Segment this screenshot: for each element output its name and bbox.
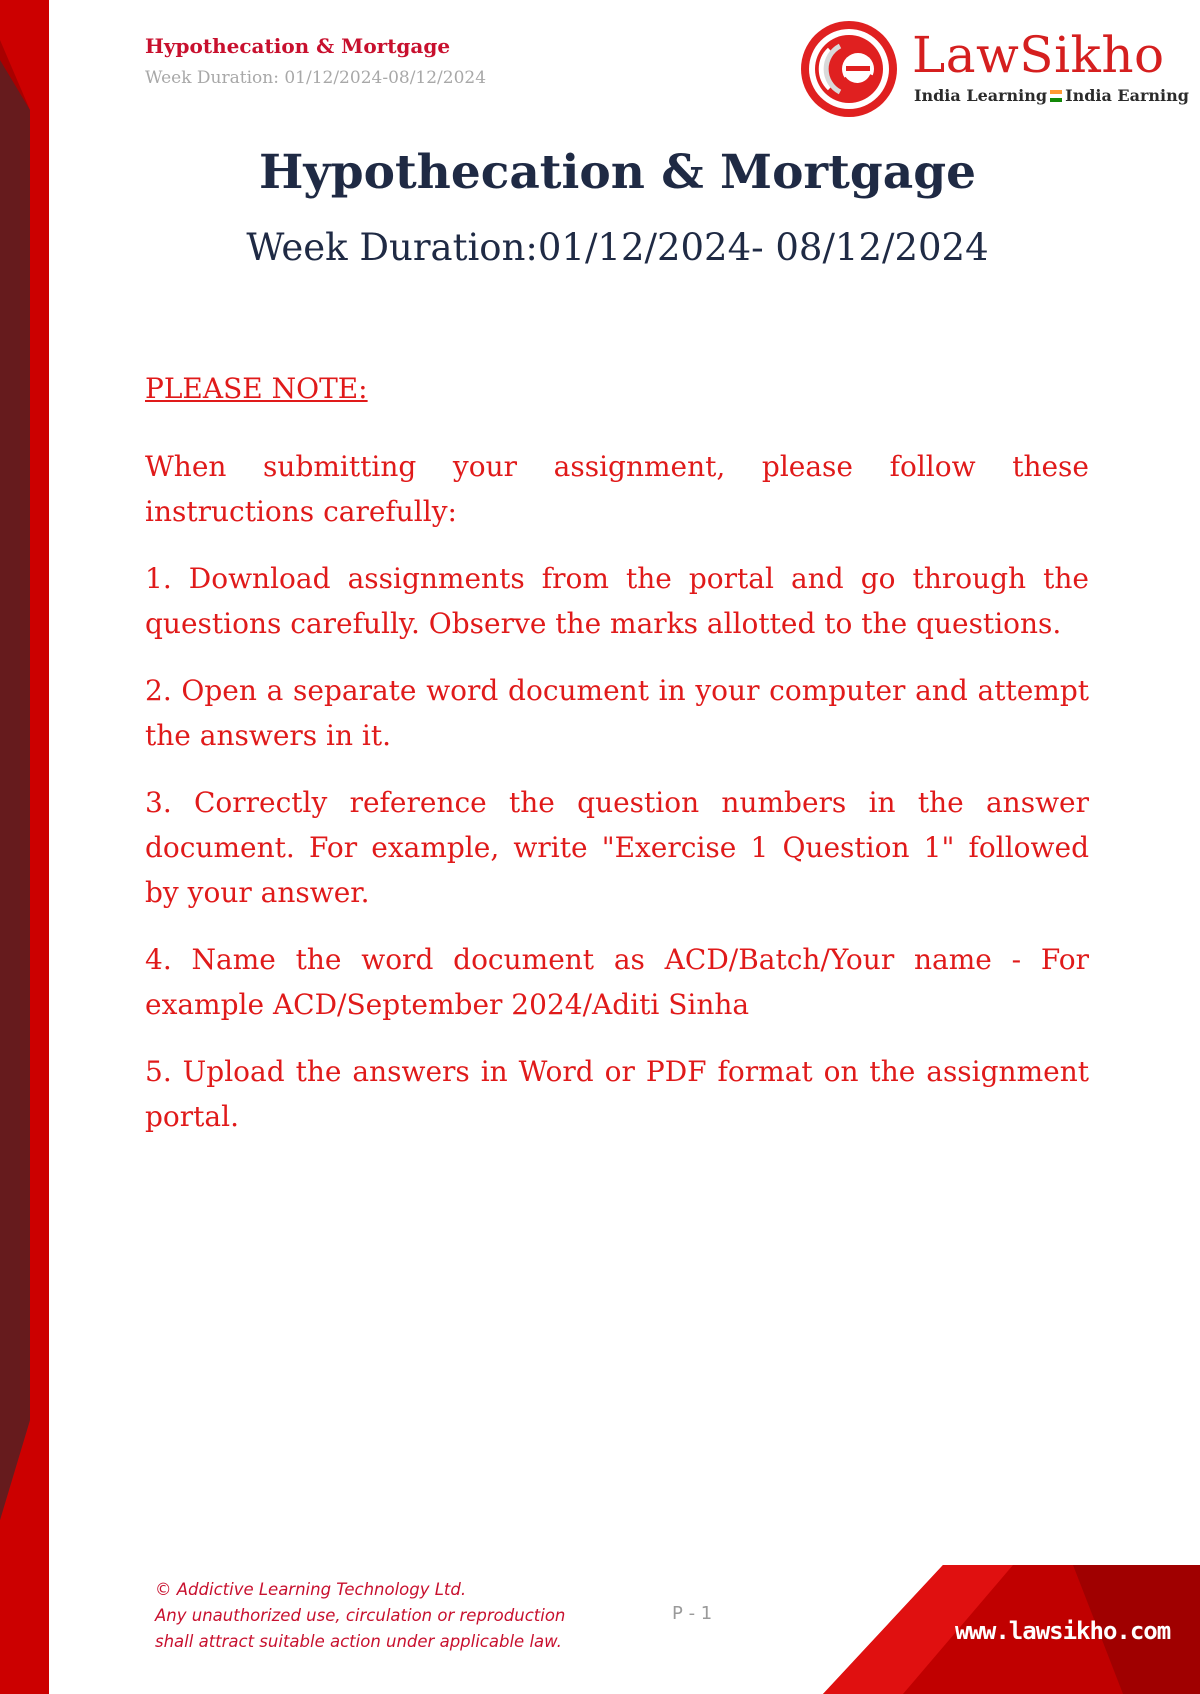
instructions-intro: When submitting your assignment, please follow these instructions carefully: xyxy=(145,450,1089,528)
document-title: Hypothecation & Mortgage xyxy=(259,145,976,200)
lawsikho-wordmark: LawSikho xyxy=(912,26,1165,84)
instruction-item: 1. Download assignments from the portal and go through the questions carefully. Observe the marks allotted to the questions. xyxy=(145,562,1089,640)
india-flag-icon xyxy=(1050,90,1062,102)
copyright-line: © Addictive Learning Technology Ltd. xyxy=(155,1580,467,1599)
copyright-line: Any unauthorized use, circulation or reproduction xyxy=(155,1606,566,1625)
please-note-heading: PLEASE NOTE: xyxy=(145,372,368,405)
document-week-duration: Week Duration:01/12/2024- 08/12/2024 xyxy=(246,226,989,269)
copyright-line: shall attract suitable action under applicable law. xyxy=(155,1632,562,1651)
tagline-learning: India Learning xyxy=(914,86,1048,105)
instructions-section xyxy=(145,366,1089,1161)
instruction-item: 3. Correctly reference the question numbers in the answer document. For example, write "Exercise 1 Question 1" followed by your answer. xyxy=(145,786,1089,909)
instruction-item: 2. Open a separate word document in your computer and attempt the answers in it. xyxy=(145,674,1089,752)
lawsikho-logo xyxy=(800,20,1189,120)
tagline-earning: India Earning xyxy=(1065,86,1189,105)
running-header-title: Hypothecation & Mortgage xyxy=(145,34,451,58)
website-link[interactable]: www.lawsikho.com xyxy=(955,1617,1171,1645)
instruction-item: 5. Upload the answers in Word or PDF format on the assignment portal. xyxy=(145,1055,1089,1133)
lawsikho-emblem-icon xyxy=(800,20,898,118)
lawsikho-tagline xyxy=(914,86,1189,105)
page-number: P - 1 xyxy=(672,1603,713,1624)
copyright-notice xyxy=(155,1577,565,1655)
instruction-item: 4. Name the word document as ACD/Batch/Your name - For example ACD/September 2024/Aditi Sinha xyxy=(145,943,1089,1021)
running-header-duration: Week Duration: 01/12/2024-08/12/2024 xyxy=(145,68,487,88)
